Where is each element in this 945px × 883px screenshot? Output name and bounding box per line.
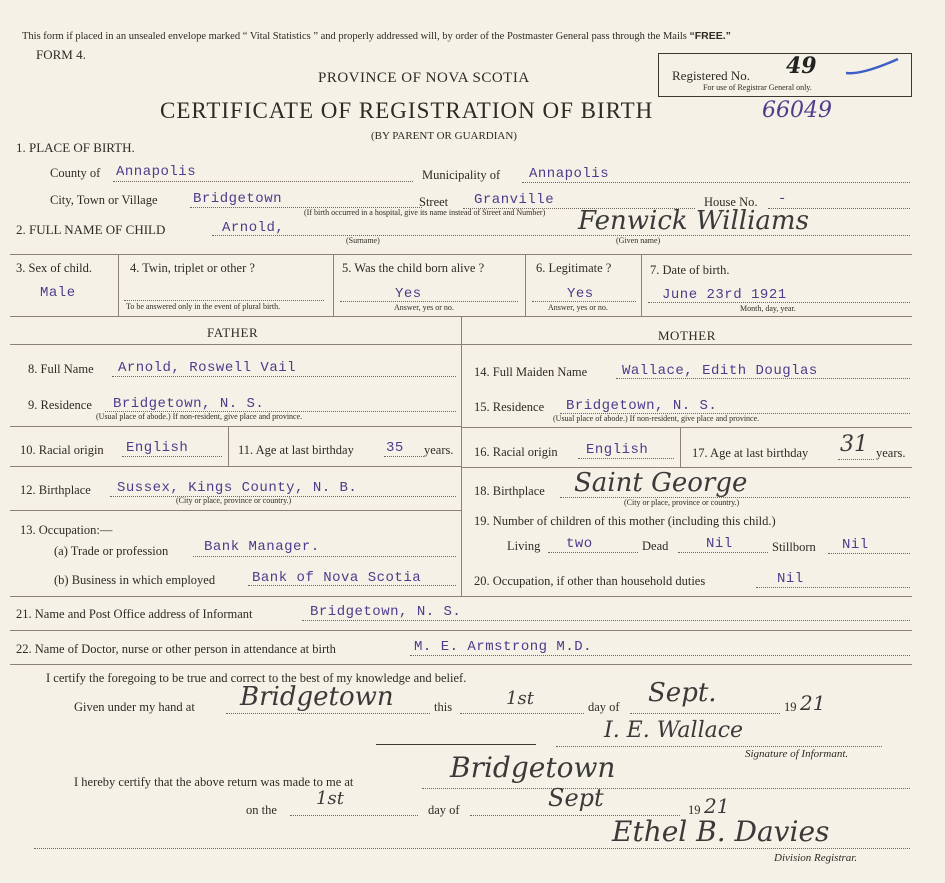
informant-value: Bridgetown, N. S. [310,604,462,620]
registrar-day-of-label: day of [428,803,460,817]
business-value: Bank of Nova Scotia [252,570,422,586]
business-label: (b) Business in which employed [54,573,216,587]
stillborn-value: Nil [842,537,869,553]
registrar-only-note: For use of Registrar General only. [703,83,812,92]
trade-value: Bank Manager. [204,539,320,555]
twin-note: To be answered only in the event of plural birth. [126,302,281,311]
registrar-on-label: on the [246,803,277,817]
mother-racial-value: English [586,442,649,458]
dead-value: Nil [706,536,733,552]
mailing-note: This form if placed in an unsealed envelope marked “ Vital Statistics ” and properly addressed will, by order of the Postmaster General pass through the Mails “FREE.” [22,30,731,42]
twin-label: 4. Twin, triplet or other ? [130,261,255,275]
registrar-signature: Ethel B. Davies [612,815,830,848]
father-name-value: Arnold, Roswell Vail [118,360,297,376]
form-number: FORM 4. [36,47,86,62]
mother-residence-value: Bridgetown, N. S. [566,398,718,414]
certification-day-of-label: day of [588,700,620,714]
legitimate-note: Answer, yes or no. [548,303,608,312]
informant-signature-caption: Signature of Informant. [745,748,849,760]
registrar-month-value: Sept [548,784,604,812]
city-label: City, Town or Village [50,193,158,207]
born-alive-note: Answer, yes or no. [394,303,454,312]
given-under-hand-label: Given under my hand at [74,700,195,714]
page-subtitle: (BY PARENT OR GUARDIAN) [371,130,517,142]
living-label: Living [507,539,541,553]
hospital-note: (If birth occurred in a hospital, give its name instead of Street and Number) [304,208,546,217]
father-residence-label: 9. Residence [28,398,92,412]
city-value: Bridgetown [193,191,283,207]
father-birthplace-note: (City or place, province or country.) [176,496,292,505]
check-mark-icon [842,55,902,79]
registrar-day-value: 1st [316,788,344,809]
handwritten-registration-number: 66049 [762,98,832,123]
father-birthplace-label: 12. Birthplace [20,483,91,497]
child-name-label: 2. FULL NAME OF CHILD [16,222,166,237]
father-age-value: 35 [386,440,404,456]
child-surname-value: Arnold, [222,220,285,236]
father-heading: FATHER [207,325,259,340]
registered-no-label: Registered No. [672,68,750,83]
father-racial-label: 10. Racial origin [20,443,104,457]
mother-occupation-value: Nil [777,571,804,587]
mother-birthplace-value: Saint George [574,468,748,498]
sex-value: Male [40,285,76,301]
date-of-birth-note: Month, day, year. [740,304,796,313]
certification-month-value: Sept. [648,678,717,708]
occupation-heading: 13. Occupation:— [20,523,113,537]
registered-no-value: 49 [786,53,817,79]
mother-age-years: years. [876,446,906,460]
born-alive-label: 5. Was the child born alive ? [342,261,485,275]
doctor-value: M. E. Armstrong M.D. [414,639,593,655]
surname-caption: (Surname) [346,236,380,245]
mother-heading: MOTHER [658,328,716,343]
house-no-value: - [778,191,787,207]
mother-name-value: Wallace, Edith Douglas [622,363,818,379]
registrar-year-value: 21 [704,794,730,818]
informant-label: 21. Name and Post Office address of Informant [16,607,253,621]
father-age-years: years. [424,443,454,457]
doctor-label: 22. Name of Doctor, nurse or other person in attendance at birth [16,642,336,656]
province-heading: PROVINCE OF NOVA SCOTIA [318,70,530,86]
father-residence-note: (Usual place of abode.) If non-resident, give place and province. [96,412,303,421]
certification-day-value: 1st [506,688,534,709]
place-of-birth-heading: 1. PLACE OF BIRTH. [16,140,135,155]
child-given-name-value: Fenwick Williams [578,206,809,236]
municipality-label: Municipality of [422,168,501,182]
mother-racial-label: 16. Racial origin [474,445,558,459]
registrar-place-value: Bridgetown [450,751,616,784]
county-label: County of [50,166,101,180]
born-alive-value: Yes [395,286,422,302]
father-residence-value: Bridgetown, N. S. [113,396,265,412]
informant-signature: I. E. Wallace [604,718,744,743]
children-count-label: 19. Number of children of this mother (including this child.) [474,514,776,528]
registrar-year-prefix: 19 [688,803,701,817]
date-of-birth-label: 7. Date of birth. [650,263,730,277]
father-age-label: 11. Age at last birthday [238,443,354,457]
county-value: Annapolis [116,164,197,180]
mother-name-label: 14. Full Maiden Name [474,365,588,379]
given-place-value: Bridgetown [240,682,394,712]
street-label: Street [419,195,449,209]
certification-year-value: 21 [800,691,826,715]
mother-age-label: 17. Age at last birthday [692,446,809,460]
registrar-statement: I hereby certify that the above return was made to me at [74,775,354,789]
mother-occupation-label: 20. Occupation, if other than household duties [474,574,706,588]
sex-label: 3. Sex of child. [16,261,93,275]
mother-residence-note: (Usual place of abode.) If non-resident, give place and province. [553,414,760,423]
mother-age-value: 31 [840,432,868,457]
father-racial-value: English [126,440,189,456]
certification-year-prefix: 19 [784,700,797,714]
mother-birthplace-note: (City or place, province or country.) [624,498,740,507]
street-value: Granville [474,192,555,208]
registrar-signature-caption: Division Registrar. [774,852,858,864]
father-birthplace-value: Sussex, Kings County, N. B. [117,480,358,496]
legitimate-value: Yes [567,286,594,302]
father-name-label: 8. Full Name [28,362,94,376]
municipality-value: Annapolis [529,166,610,182]
mother-birthplace-label: 18. Birthplace [474,484,545,498]
living-value: two [566,536,593,552]
stillborn-label: Stillborn [772,540,816,554]
date-of-birth-value: June 23rd 1921 [662,287,787,303]
trade-label: (a) Trade or profession [54,544,169,558]
mother-residence-label: 15. Residence [474,400,545,414]
certification-statement: I certify the foregoing to be true and correct to the best of my knowledge and belief. [46,671,467,685]
legitimate-label: 6. Legitimate ? [536,261,612,275]
given-name-caption: (Given name) [616,236,661,245]
this-label: this [434,700,453,714]
dead-label: Dead [642,539,669,553]
house-no-label: House No. [704,195,758,209]
page-title: CERTIFICATE OF REGISTRATION OF BIRTH [160,98,654,123]
